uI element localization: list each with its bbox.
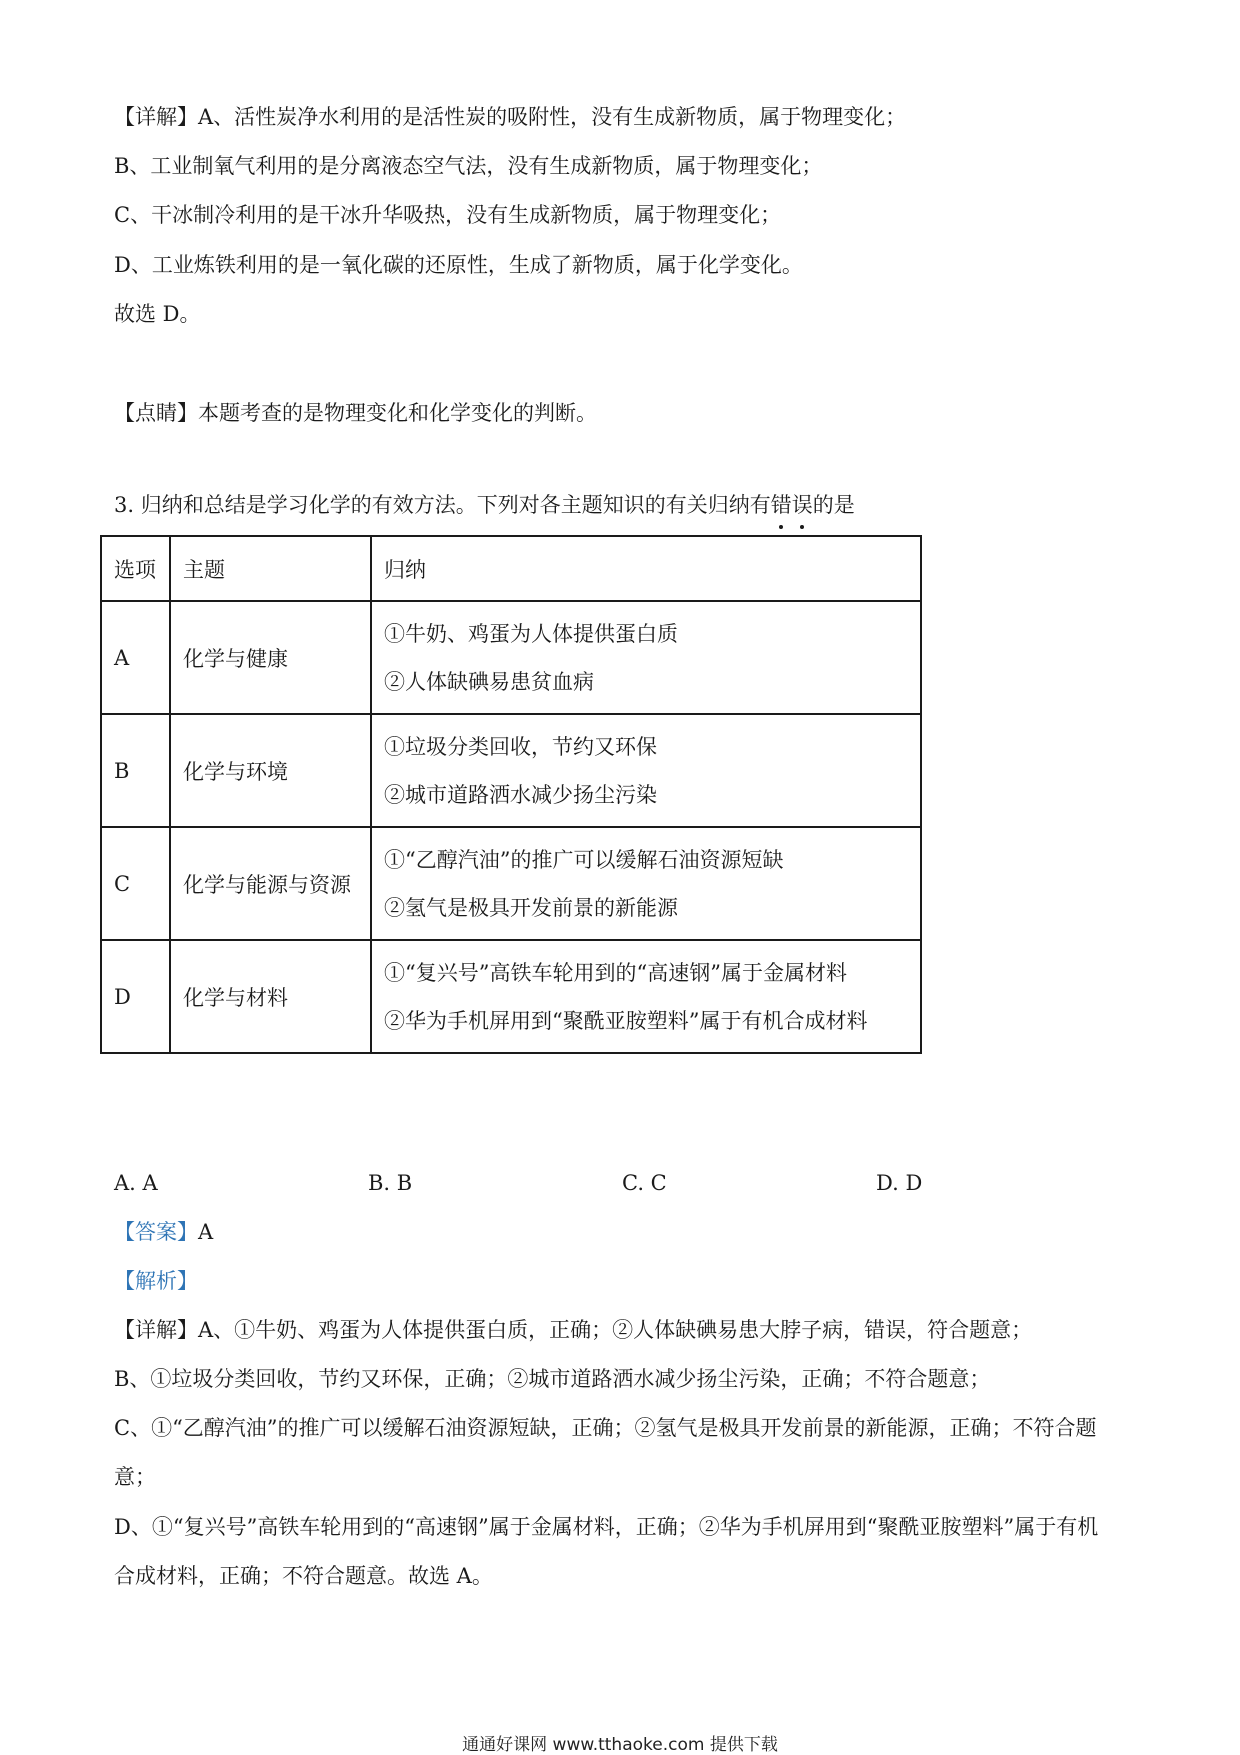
option-cell: A bbox=[101, 601, 170, 714]
emphasis-char: 误 bbox=[792, 490, 813, 520]
detail-line: 合成材料，正确；不符合题意。故选 A。 bbox=[114, 1564, 493, 1588]
detail-line: 意； bbox=[114, 1465, 156, 1489]
option-a: A. A bbox=[114, 1171, 158, 1195]
answer-options bbox=[114, 1168, 934, 1198]
summary-line: ②城市道路洒水减少扬尘污染 bbox=[384, 782, 657, 807]
summary-cell bbox=[371, 827, 921, 940]
table-header-cell: 选项 bbox=[101, 536, 170, 601]
topic-cell: 化学与能源与资源 bbox=[170, 827, 371, 940]
summary-line: ②华为手机屏用到“聚酰亚胺塑料”属于有机合成材料 bbox=[384, 1008, 868, 1033]
table-row bbox=[101, 714, 921, 827]
table-header-cell: 主题 bbox=[170, 536, 371, 601]
summary-line: ①牛奶、鸡蛋为人体提供蛋白质 bbox=[384, 621, 678, 646]
table-row bbox=[101, 601, 921, 714]
question-stem bbox=[114, 490, 855, 520]
table-row bbox=[101, 940, 921, 1053]
emphasis-char: 错 bbox=[771, 490, 792, 520]
comment-line: 【点睛】本题考查的是物理变化和化学变化的判断。 bbox=[114, 401, 597, 425]
detail-line: D、①“复兴号”高铁车轮用到的“高速钢”属于金属材料，正确；②华为手机屏用到“聚酰亚胺塑料”属于有机 bbox=[114, 1515, 1099, 1539]
detail-line: B、工业制氧气利用的是分离液态空气法，没有生成新物质，属于物理变化； bbox=[114, 154, 823, 178]
detail-line: B、①垃圾分类回收，节约又环保，正确；②城市道路洒水减少扬尘污染，正确；不符合题意； bbox=[114, 1367, 991, 1391]
topic-cell: 化学与环境 bbox=[170, 714, 371, 827]
option-d: D. D bbox=[876, 1171, 923, 1195]
table-row bbox=[101, 827, 921, 940]
detail-line: D、工业炼铁利用的是一氧化碳的还原性，生成了新物质，属于化学变化。 bbox=[114, 253, 803, 277]
summary-line: ②人体缺碘易患贫血病 bbox=[384, 669, 594, 694]
summary-line: ①“乙醇汽油”的推广可以缓解石油资源短缺 bbox=[384, 847, 784, 872]
answer-value: A bbox=[198, 1220, 214, 1244]
detail-line: C、①“乙醇汽油”的推广可以缓解石油资源短缺，正确；②氢气是极具开发前景的新能源，正确；不符合题 bbox=[114, 1416, 1097, 1440]
question-stem-text: 的是 bbox=[812, 493, 855, 517]
detail-line: C、干冰制冷利用的是干冰升华吸热，没有生成新物质，属于物理变化； bbox=[114, 203, 782, 227]
summary-line: ①“复兴号”高铁车轮用到的“高速钢”属于金属材料 bbox=[384, 960, 847, 985]
table-header-row bbox=[101, 536, 921, 601]
option-cell: D bbox=[101, 940, 170, 1053]
topic-cell: 化学与健康 bbox=[170, 601, 371, 714]
option-cell: C bbox=[101, 827, 170, 940]
option-b: B. B bbox=[368, 1171, 413, 1195]
answer-label: 【答案】 bbox=[114, 1220, 198, 1244]
summary-line: ②氢气是极具开发前景的新能源 bbox=[384, 895, 678, 920]
detail-line: 【详解】A、活性炭净水利用的是活性炭的吸附性，没有生成新物质，属于物理变化； bbox=[114, 105, 907, 129]
analysis-label: 【解析】 bbox=[114, 1269, 198, 1293]
summary-cell bbox=[371, 940, 921, 1053]
summary-cell bbox=[371, 601, 921, 714]
option-cell: B bbox=[101, 714, 170, 827]
detail-line: 【详解】A、①牛奶、鸡蛋为人体提供蛋白质，正确；②人体缺碘易患大脖子病，错误，符合题意； bbox=[114, 1318, 1033, 1342]
page-footer: 通通好课网 www.tthaoke.com 提供下载 bbox=[462, 1735, 778, 1755]
detail-line: 故选 D。 bbox=[114, 302, 201, 326]
topic-cell: 化学与材料 bbox=[170, 940, 371, 1053]
answer-line bbox=[114, 1217, 213, 1247]
question-stem-text: 3. 归纳和总结是学习化学的有效方法。下列对各主题知识的有关归纳有 bbox=[114, 493, 771, 517]
summary-cell bbox=[371, 714, 921, 827]
summary-line: ①垃圾分类回收，节约又环保 bbox=[384, 734, 657, 759]
question-table bbox=[100, 535, 922, 1054]
table-header-cell: 归纳 bbox=[371, 536, 921, 601]
option-c: C. C bbox=[622, 1171, 667, 1195]
